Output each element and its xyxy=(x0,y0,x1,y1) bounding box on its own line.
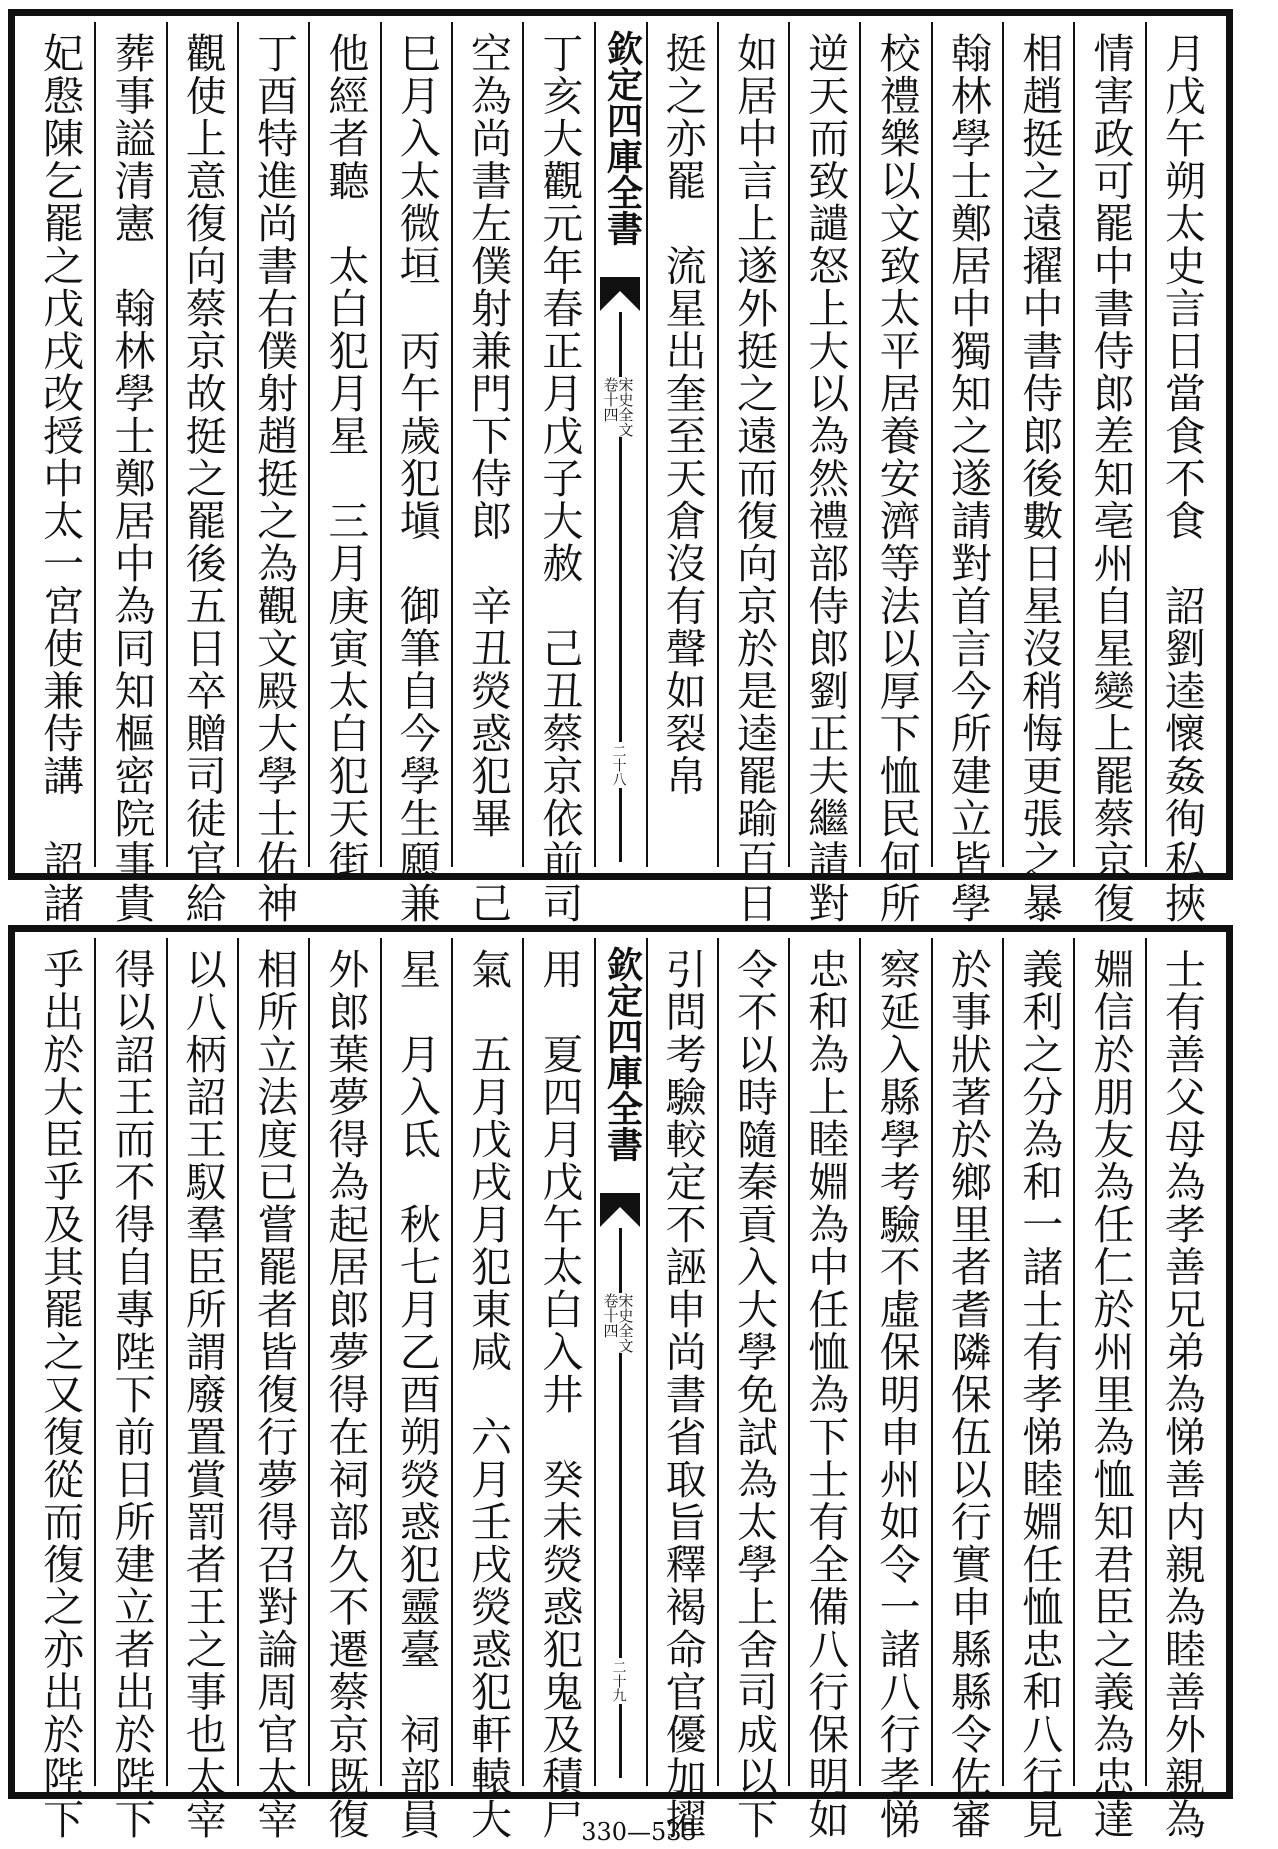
text-column xyxy=(1073,22,1144,925)
column-text: 氣 五月戊戌月犯東咸 六月壬戌熒惑犯軒轅大 xyxy=(464,948,513,1841)
text-column xyxy=(237,938,308,1841)
center-gutter xyxy=(594,938,646,1786)
column-text: 相所立法度已嘗罷者皆復行夢得召對論周官太宰 xyxy=(250,948,299,1841)
column-text: 婣信於朋友為任仁於州里為恤知君臣之義為忠達 xyxy=(1086,948,1135,1841)
text-column xyxy=(380,22,451,925)
column-text: 察延入縣學考驗不虛保明申州如令一諸八行孝悌 xyxy=(872,948,921,1841)
column-text: 他經者聽 太白犯月星 三月庚寅太白犯天街 xyxy=(321,32,370,882)
text-column xyxy=(237,22,308,925)
text-column xyxy=(25,22,94,925)
column-text: 觀使上意復向蔡京故挺之罷後五日卒贈司徒官給 xyxy=(178,32,227,925)
text-column xyxy=(451,938,522,1841)
column-text: 如居中言上遂外挺之遠而復向京於是逵罷踰百日 xyxy=(729,32,778,925)
book-title: 欽定四庫全書 xyxy=(601,946,644,1162)
column-text: 丁酉特進尚書右僕射趙挺之為觀文殿大學士佑神 xyxy=(250,32,299,925)
column-text: 外郎葉夢得為起居郎夢得在祠部久不遷蔡京既復 xyxy=(321,948,370,1841)
text-column xyxy=(166,938,237,1841)
column-text: 校禮樂以文致太平居養安濟等法以厚下恤民何所 xyxy=(872,32,921,925)
column-text: 丁亥大觀元年春正月戊子大赦 己丑蔡京依前司 xyxy=(535,32,584,925)
column-text: 妃慇陳乞罷之戊戌改授中太一宮使兼侍講 詔諸 xyxy=(36,32,85,925)
text-column xyxy=(94,22,165,925)
column-text: 空為尚書左僕射兼門下侍郎 辛丑熒惑犯畢 己 xyxy=(464,32,513,925)
text-column xyxy=(451,22,522,925)
fishtail-mark-icon xyxy=(600,1193,640,1227)
text-column xyxy=(94,938,165,1841)
column-text: 以八柄詔王馭羣臣所謂廢置賞罰者王之事也太宰 xyxy=(178,948,227,1841)
text-column xyxy=(931,22,1002,925)
column-text: 挺之亦罷 流星出奎至天倉沒有聲如裂帛 xyxy=(658,32,707,797)
text-column xyxy=(788,938,859,1841)
column-text: 葬事謚清憲 翰林學士鄭居中為同知樞密院事貴 xyxy=(107,32,156,925)
text-column xyxy=(646,22,717,867)
column-text: 得以詔王而不得自專陛下前日所建立者出於陛下 xyxy=(107,948,156,1841)
text-column xyxy=(859,22,930,925)
column-text: 義利之分為和一諸士有孝悌睦婣任恤忠和八行見 xyxy=(1015,948,1064,1841)
text-column xyxy=(1145,938,1216,1841)
text-column xyxy=(308,938,379,1841)
text-column xyxy=(1002,938,1073,1841)
book-title: 欽定四庫全書 xyxy=(601,30,644,246)
column-text: 翰林學士鄭居中獨知之遂請對首言今所建立皆學 xyxy=(943,32,992,925)
leaf-number: 二十九 xyxy=(610,1660,627,1702)
text-column xyxy=(522,22,593,925)
column-text: 相趙挺之遠擢中書侍郎後數日星沒稍悔更張之暴 xyxy=(1015,32,1064,925)
column-text: 引問考驗較定不誣申尚書省取旨釋褐命官優加擢 xyxy=(658,948,707,1841)
center-gutter xyxy=(594,22,646,867)
column-text: 乎出於大臣乎及其罷之又復從而復之亦出於陛下 xyxy=(36,948,85,1841)
column-text: 逆天而致譴怒上大以為然禮部侍郎劉正夫繼請對 xyxy=(801,32,850,925)
text-column xyxy=(25,938,94,1841)
text-column xyxy=(522,938,593,1841)
column-text: 巳月入太微垣 丙午歲犯塡 御筆自今學生願兼 xyxy=(392,32,441,925)
leaf-number: 二十八 xyxy=(610,744,627,786)
column-text: 士有善父母為孝善兄弟為悌善内親為睦善外親為 xyxy=(1157,948,1206,1841)
column-text: 於事狀著於鄉里者耆隣保伍以行實申縣縣令佐審 xyxy=(943,948,992,1841)
text-column xyxy=(1002,22,1073,925)
section-label: 宋史全文 卷十四 xyxy=(601,1293,635,1353)
section-label: 宋史全文 卷十四 xyxy=(601,377,635,437)
text-column xyxy=(717,22,788,925)
footer-page-number: 330—535 xyxy=(581,1818,697,1846)
column-text: 月戊午朔太史言日當食不食 詔劉逵懷姦徇私挾 xyxy=(1157,32,1206,925)
top-page-columns xyxy=(25,22,1216,925)
text-column xyxy=(1145,22,1216,925)
text-column xyxy=(1073,938,1144,1841)
column-text: 忠和為上睦婣為中任恤為下士有全備八行保明如 xyxy=(801,948,850,1841)
text-column xyxy=(788,22,859,925)
column-text: 用 夏四月戊午太白入井 癸未熒惑犯鬼及積尸 xyxy=(535,948,584,1841)
column-text: 令不以時隨秦貢入大學免試為太學上舍司成以下 xyxy=(729,948,778,1841)
text-column xyxy=(380,938,451,1841)
text-column xyxy=(717,938,788,1841)
fishtail-mark-icon xyxy=(600,277,640,311)
column-text: 情害政可罷中書侍郎差知亳州自星變上罷蔡京復 xyxy=(1086,32,1135,925)
text-column xyxy=(859,938,930,1841)
top-page-frame xyxy=(8,9,1233,925)
text-column xyxy=(931,938,1002,1841)
text-column xyxy=(646,938,717,1841)
text-column xyxy=(166,22,237,925)
text-column xyxy=(308,22,379,882)
column-text: 星 月入氐 秋七月乙酉朔熒惑犯靈臺 祠部員 xyxy=(392,948,441,1841)
